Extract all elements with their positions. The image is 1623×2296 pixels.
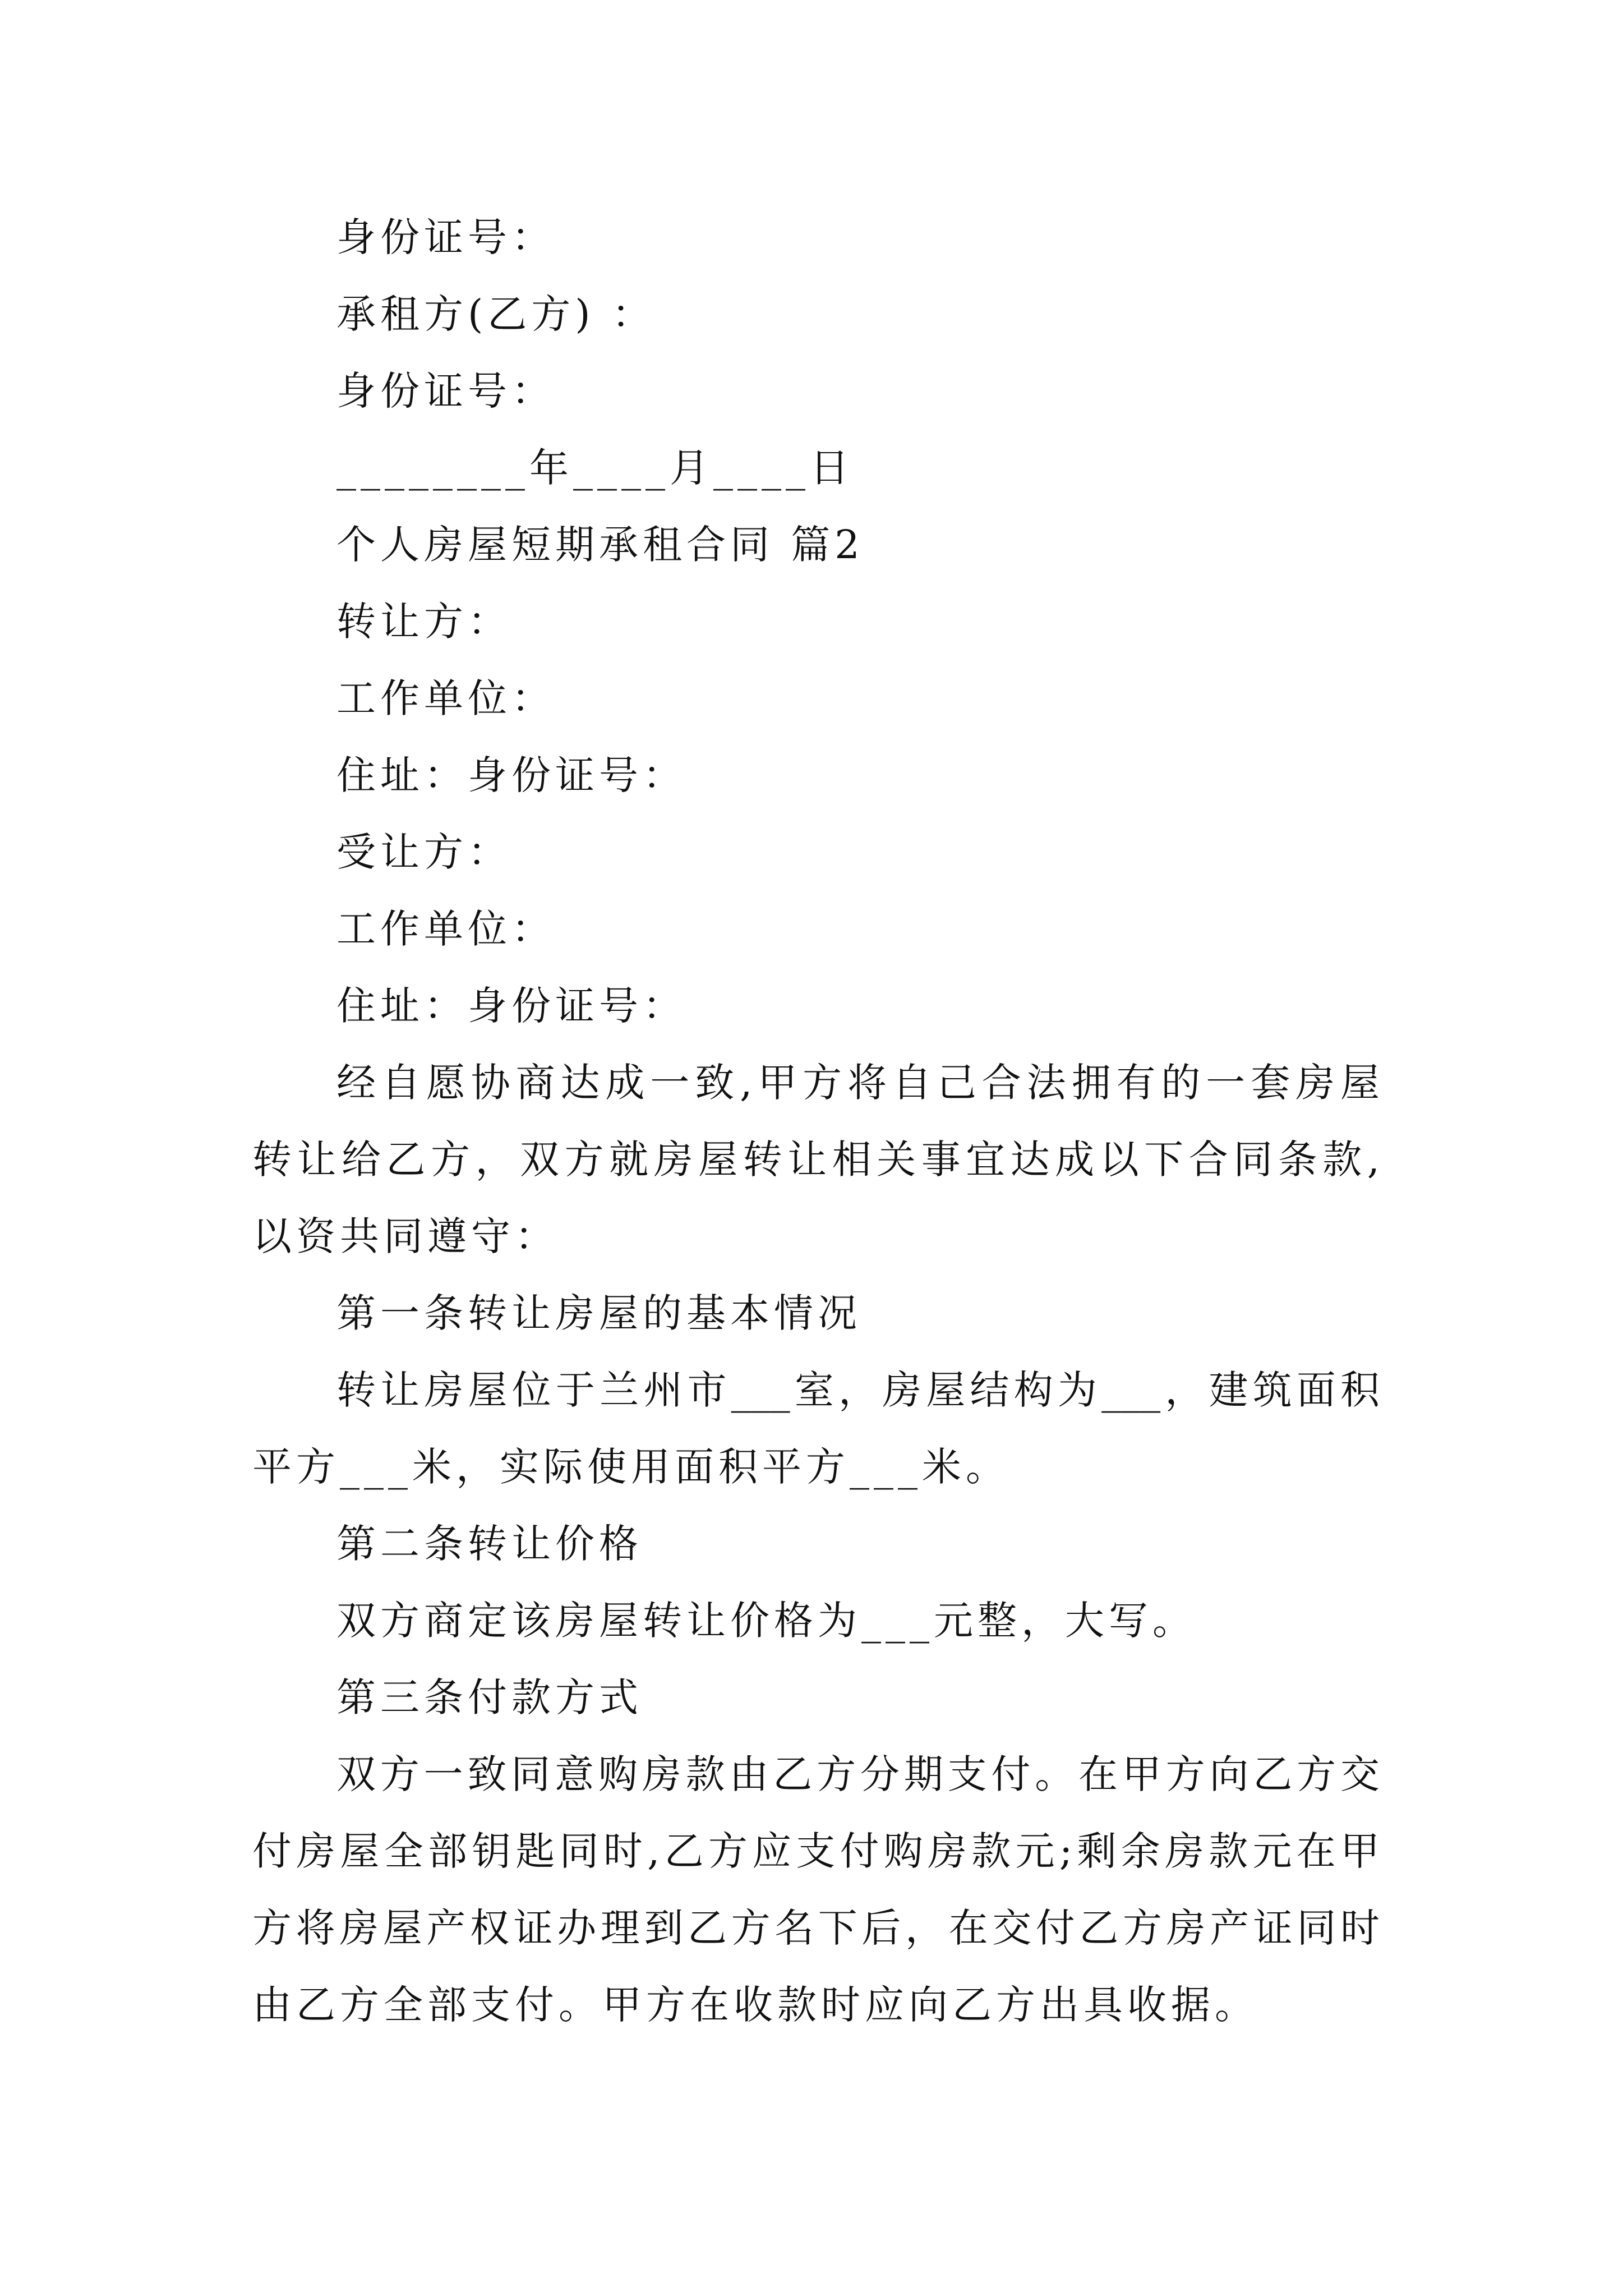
paragraph-line: 方将房屋产权证办理到乙方名下后，在交付乙方房产证同时 [252,1905,1380,1951]
transferor-label: 转让方： [336,599,511,645]
workplace-label: 工作单位： [336,675,555,721]
paragraph-line: 以资共同遵守： [252,1213,559,1259]
paragraph-line: 双方一致同意购房款由乙方分期支付。在甲方向乙方交 [336,1751,1380,1797]
id-number-label: 身份证号： [336,214,555,260]
id-number-label: 身份证号： [336,368,555,414]
paragraph-line: 由乙方全部支付。甲方在收款时应向乙方出具收据。 [252,1982,1258,2028]
paragraph-line: 转让给乙方，双方就房屋转让相关事宜达成以下合同条款, [252,1137,1380,1182]
transferee-label: 受让方： [336,829,511,875]
paragraph-line: 付房屋全部钥匙同时,乙方应支付购房款元;剩余房款元在甲 [252,1828,1380,1874]
paragraph-line: 双方商定该房屋转让价格为___元整，大写。 [336,1598,1196,1644]
article-heading: 第二条转让价格 [336,1521,643,1567]
section-title: 个人房屋短期承租合同 篇2 [336,522,864,568]
lessee-label: 承租方(乙方) ： [336,291,656,337]
paragraph-line: 转让房屋位于兰州市___室，房屋结构为___，建筑面积 [336,1367,1380,1413]
paragraph-line: 经自愿协商达成一致,甲方将自己合法拥有的一套房屋 [336,1060,1380,1106]
article-heading: 第一条转让房屋的基本情况 [336,1290,861,1336]
article-heading: 第三条付款方式 [336,1674,643,1720]
workplace-label: 工作单位： [336,906,555,952]
paragraph-line: 平方___米，实际使用面积平方___米。 [252,1444,1009,1490]
address-id-label: 住址：身份证号： [336,752,686,798]
address-id-label: 住址：身份证号： [336,983,686,1029]
date-line: ________年____月____日 [336,445,854,491]
